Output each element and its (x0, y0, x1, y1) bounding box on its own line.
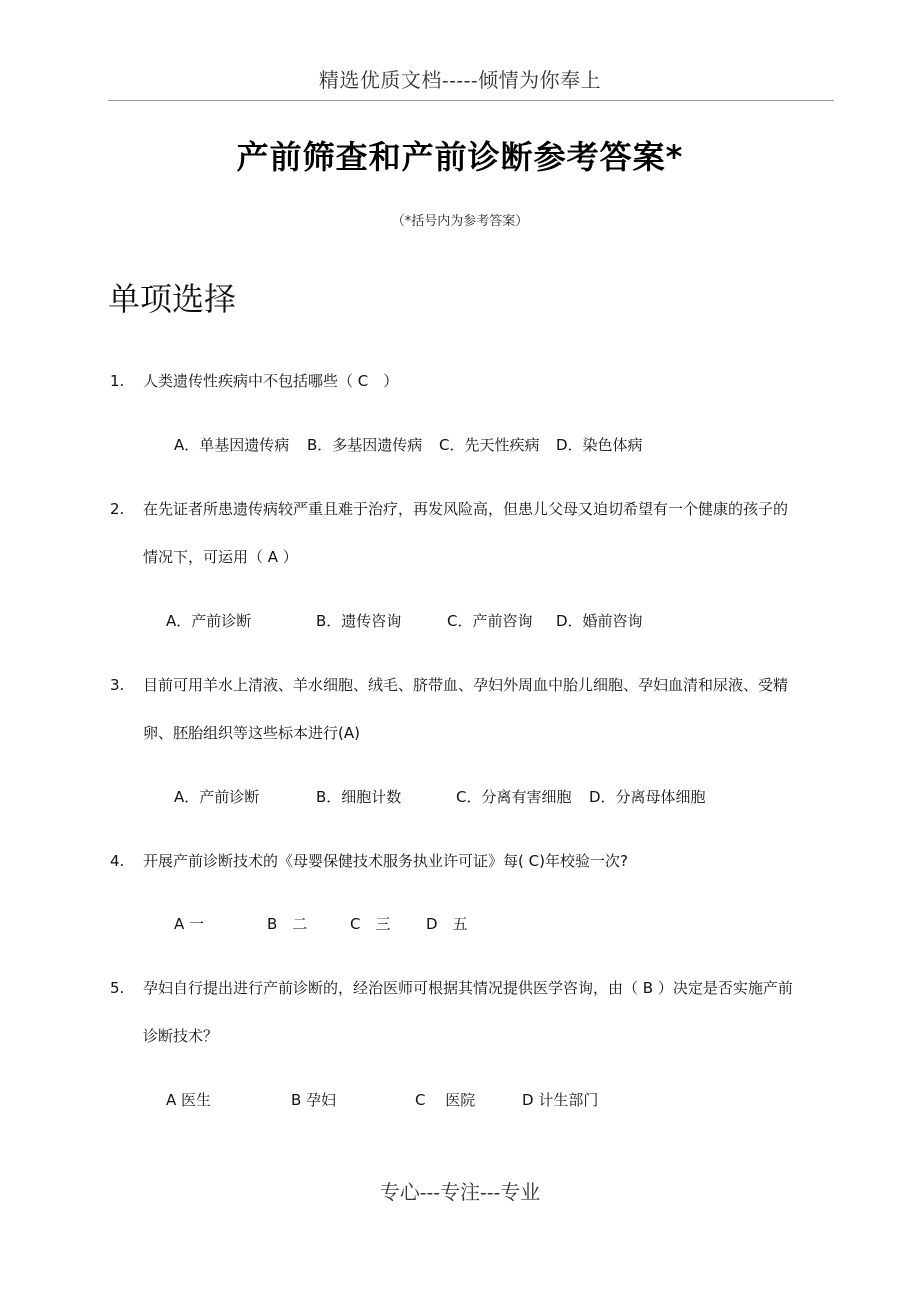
option-d: D．染色体病 (556, 436, 643, 454)
question-1 (110, 371, 840, 391)
document-title: 产前筛查和产前诊断参考答案* (236, 138, 684, 176)
section-heading: 单项选择 (108, 280, 237, 318)
option-b: B 二 (267, 915, 308, 933)
question-text: 在先证者所患遗传病较严重且难于治疗，再发风险高，但患儿父母又迫切希望有一个健康的孩子的 (143, 500, 789, 518)
option-b: B．多基因遗传病 (307, 436, 423, 454)
option-b: B 孕妇 (291, 1091, 337, 1109)
option-c: C．先天性疾病 (439, 436, 540, 454)
option-d: D．婚前咨询 (556, 612, 643, 630)
option-d: D 五 (426, 915, 468, 933)
page-header: 精选优质文档-----倾情为你奉上 (318, 68, 602, 92)
question-4 (110, 851, 840, 871)
question-text: 开展产前诊断技术的《母婴保健技术服务执业许可证》每( C)年校验一次? (143, 852, 628, 870)
question-2 (110, 499, 840, 519)
option-d: D．分离母体细胞 (589, 788, 706, 806)
option-d: D 计生部门 (522, 1091, 599, 1109)
option-b: B．遗传咨询 (316, 612, 402, 630)
question-text: 孕妇自行提出进行产前诊断的，经治医师可根据其情况提供医学咨询，由（ B ）决定是否实施产前 (143, 979, 793, 997)
option-a: A．单基因遗传病 (174, 436, 290, 454)
question-number: 4. (110, 852, 125, 870)
option-a: A．产前诊断 (166, 612, 252, 630)
question-number: 3. (110, 676, 125, 694)
option-c: C．产前咨询 (447, 612, 533, 630)
question-text: 目前可用羊水上清液、羊水细胞、绒毛、脐带血、孕妇外周血中胎儿细胞、孕妇血清和尿液、受精 (143, 676, 789, 694)
question-5 (110, 978, 840, 998)
option-c: C 医院 (415, 1091, 476, 1109)
option-a: A 一 (174, 915, 205, 933)
option-a: A 医生 (166, 1091, 212, 1109)
option-a: A．产前诊断 (174, 788, 260, 806)
header-divider (108, 100, 834, 101)
option-c: C．分离有害细胞 (456, 788, 572, 806)
page-footer: 专心---专注---专业 (379, 1180, 541, 1204)
document-subtitle: （*括号内为参考答案） (391, 214, 529, 229)
question-text-continued: 诊断技术？ (143, 1027, 219, 1045)
question-text-continued: 卵、胚胎组织等这些标本进行(A) (143, 724, 360, 742)
question-3 (110, 675, 840, 695)
option-c: C 三 (350, 915, 391, 933)
question-text-continued: 情况下，可运用（ A ） (143, 548, 298, 566)
question-number: 5. (110, 979, 125, 997)
question-number: 2. (110, 500, 125, 518)
question-text: 人类遗传性疾病中不包括哪些（ C ） (143, 372, 399, 390)
question-number: 1. (110, 372, 125, 390)
option-b: B．细胞计数 (316, 788, 402, 806)
